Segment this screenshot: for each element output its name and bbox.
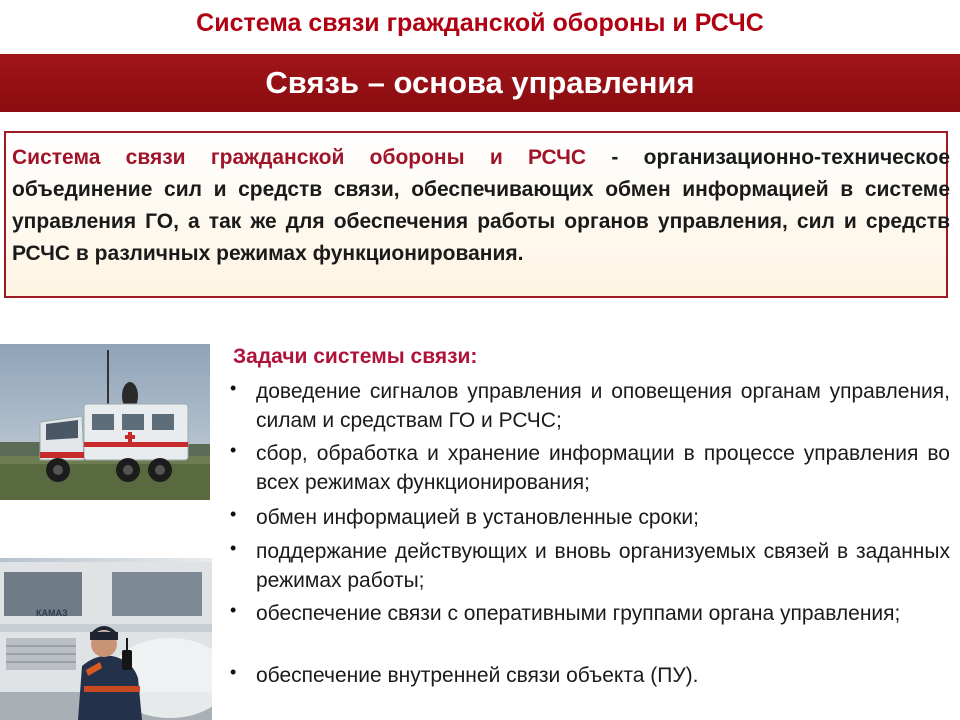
slide-title: Система связи гражданской обороны и РСЧС [196,9,764,37]
definition-paragraph [12,142,950,270]
tasks-heading: Задачи системы связи: [233,345,478,368]
task-text: поддержание действующих и вновь организуемых связей в заданных режимах работы; [256,540,950,592]
task-text: обмен информацией в установленные сроки; [256,506,699,529]
task-item-maintenance [230,537,950,595]
definition-term: Система связи гражданской обороны и РСЧС [12,146,587,169]
banner-title: Связь – основа управления [265,65,695,100]
task-item-exchange [230,503,950,532]
communications-truck-photo [0,344,210,500]
bullet-icon: • [230,440,237,460]
task-item-collection [230,439,950,497]
task-text: сбор, обработка и хранение информации в процессе управления во всех режимах функционирования; [256,442,950,494]
operator-illustration [0,558,212,720]
task-item-operational-groups [230,599,950,628]
task-text: доведение сигналов управления и оповещения органам управления, силам и средствам ГО и РСЧС; [256,380,950,432]
bullet-icon: • [230,504,237,524]
task-item-internal [230,661,950,690]
definition-box [4,131,948,298]
bullet-icon: • [230,378,237,398]
header-banner [0,54,960,112]
bullet-icon: • [230,538,237,558]
truck-illustration [0,344,210,500]
definition-body: - организационно-техническое объединение сил и средств связи, обеспечивающих обмен информацией в системе управления ГО, а так же для обеспечения работы органов управления, сил и средств РСЧС в различных режимах функционирования. [12,146,950,265]
task-item-signals [230,377,950,435]
radio-operator-photo [0,558,212,720]
task-text: обеспечение внутренней связи объекта (ПУ). [256,664,699,687]
cab-brand-label: КАМАЗ [36,608,68,618]
bullet-icon: • [230,662,237,682]
task-text: обеспечение связи с оперативными группами органа управления; [256,602,901,625]
bullet-icon: • [230,600,237,620]
